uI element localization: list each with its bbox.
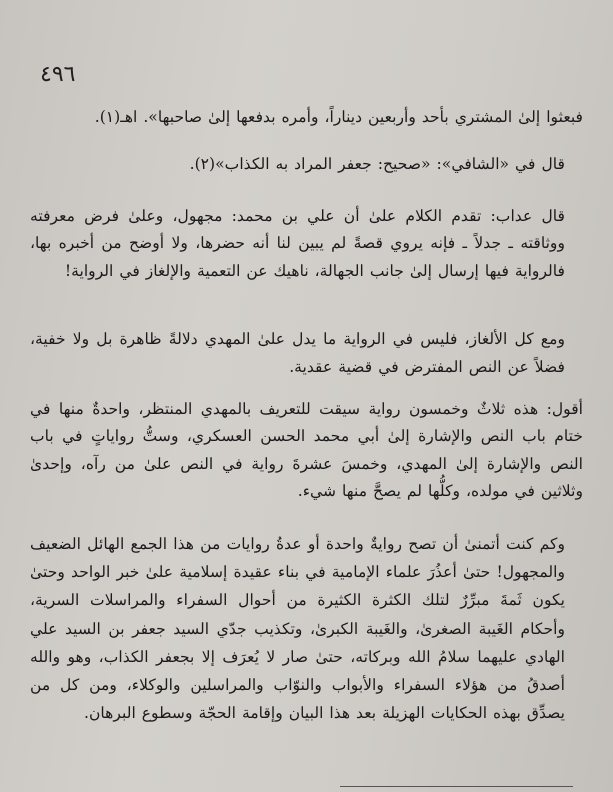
paragraph-1: فبعثوا إلىٰ المشتري بأحد وأربعين ديناراً، وأمره بدفعها إلىٰ صاحبها». اهـ(١). [94, 108, 583, 126]
paragraph-3: قال عداب: تقدم الكلام علىٰ أن علي بن محمد: مجهول، وعلىٰ فرض معرفته ووثاقته ـ جدلاً ـ فإنه يروي قصةً لم يبين لنا أنه حضرها، ولا أوضح من أخبره بها، فالرواية فيها إرسال إلىٰ جانب الجهالة، ناهيك عن التعمية والإلغاز في الرواية! [30, 207, 565, 280]
paragraph-6: وكم كنت أتمنىٰ أن تصح روايةٌ واحدة أو عدةُ روايات من هذا الجمع الهائل الضعيف والمجهول! حتىٰ أعذُرَ علماء الإمامية في بناء عقيدة إسلامية علىٰ خبر الواحد وحتىٰ يكون ثَمةَ مبرِّرٌ لتلك الكثرة الكثيرة من أحوال السفراء والمراسلات السرية، وأحكام الغَيبة الصغرىٰ، والغَيبة الكبرىٰ، وتكذيب جدّي السيد جعفر بن السيد علي الهادي عليهما سلامُ الله وبركاته، حتىٰ صار لا يُعرَف إلا بجعفر الكذاب، وهو والله أصدقُ من هؤلاء السفراء والأبواب والنوّاب والمراسلين والوكلاء، ومن كل من يصدِّق بهذه الحكايات الهزيلة بعد هذا البيان وإقامة الحجّة وسطوع البرهان. [30, 535, 565, 723]
page-number: ٤٩٦ [40, 62, 76, 87]
paragraph-2: قال في «الشافي»: «صحيح: جعفر المراد به الكذاب»(٢). [189, 155, 565, 173]
footnote-divider [340, 786, 573, 787]
paragraph-4: ومع كل الألغاز، فليس في الرواية ما يدل علىٰ المهدي دلالةً ظاهرة بل ولا خفية، فضلاً عن النص المفترض في قضية عقدية. [30, 330, 565, 376]
paragraph-5: أقول: هذه ثلاثٌ وخمسون رواية سيقت للتعريف بالمهدي المنتظر، واحدةٌ منها في ختام باب النص والإشارة إلىٰ أبي محمد الحسن العسكري، وستُّ رواياتٍ في باب النص والإشارة إلىٰ المهدي، وخمسَ عشرةَ رواية في النص علىٰ من رآه، وإحدىٰ وثلاثين في مولده، وكلُّها لم يصحَّ منها شيء. [30, 400, 583, 500]
